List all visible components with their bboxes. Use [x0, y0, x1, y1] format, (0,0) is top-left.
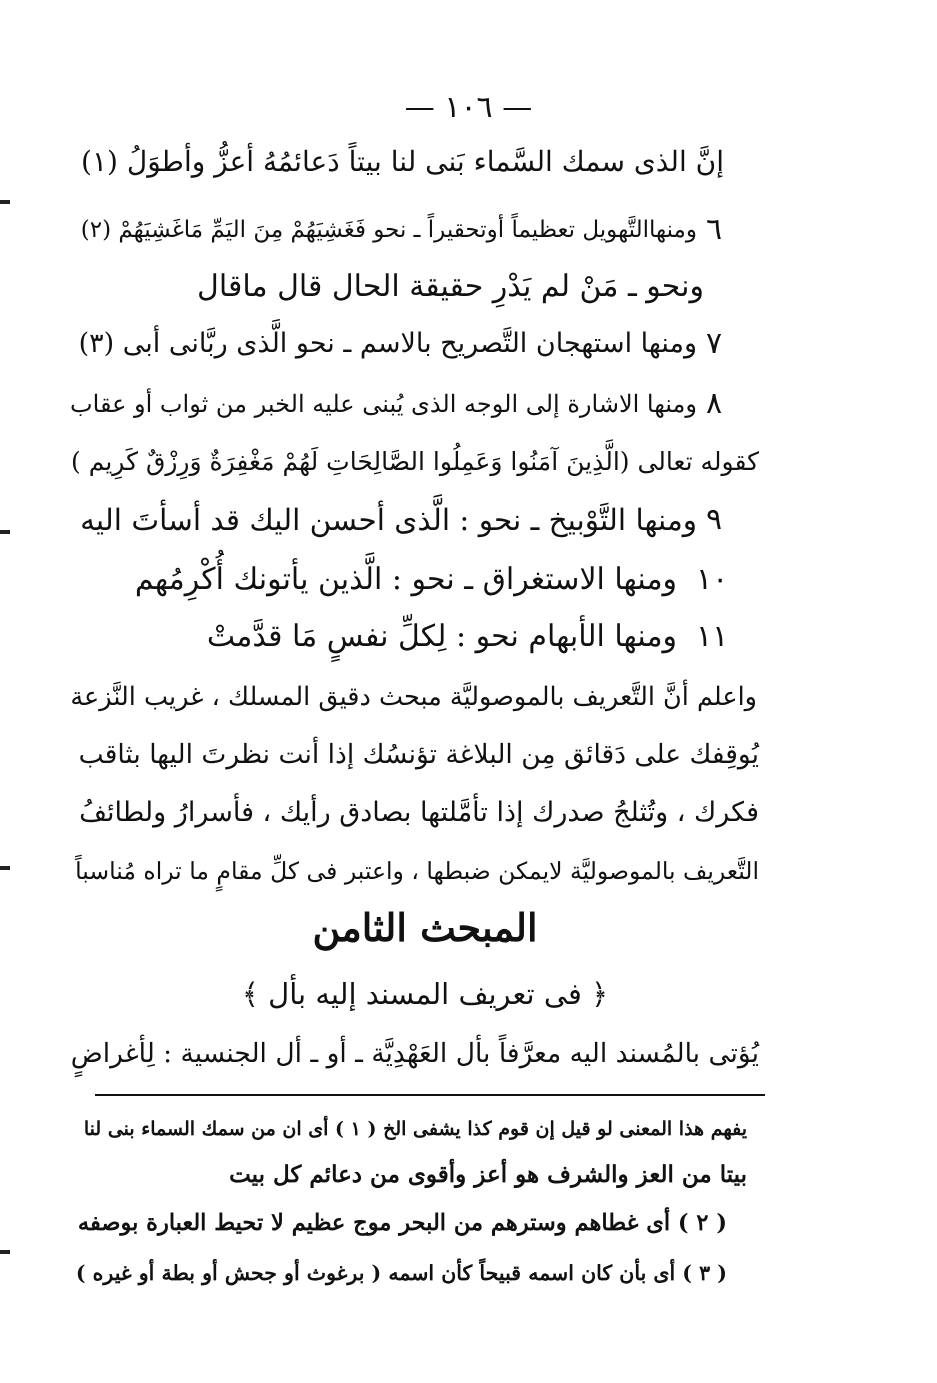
- item-number-6: ٦: [706, 212, 723, 247]
- item-number-11: ١١: [696, 619, 729, 654]
- item-8-quran-line: كقوله تعالى (الَّذِينَ آمَنُوا وَعَمِلُوا الصَّالِحَاتِ لَهُمْ مَغْفِرَةٌ وَرِزْقٌ كَرِيم ): [71, 447, 759, 476]
- footnote-divider: [95, 1094, 765, 1096]
- item-number-9: ٩: [706, 502, 723, 537]
- item-number-10: ١٠: [696, 562, 729, 597]
- paragraph-line-2: يُوقِفك على دَقائق مِن البلاغة تؤنسُك إذا أنت نظرتَ اليها بثاقب: [78, 739, 759, 770]
- footnote-line-2: بيتا من العز والشرف هو أعز وأقوى من دعائم كل بيت: [229, 1161, 747, 1188]
- section-first-line: يُؤتى بالمُسند اليه معرَّفاً بأل العَهْدِيَّة ـ أو ـ أل الجنسية : لِأغراضٍ: [70, 1038, 759, 1069]
- scan-edge-mark: [0, 200, 10, 204]
- item-7-text: ومنها استهجان التَّصريح بالاسم ـ نحو الَّذى ربَّانى أبى (٣): [78, 328, 697, 359]
- item-6-continuation: ونحو ـ مَنْ لم يَدْرِ حقيقة الحال قال ماقال: [197, 269, 704, 304]
- item-9-text: ومنها التَّوْبيخ ـ نحو : الَّذى أحسن اليك قد أسأتَ اليه: [80, 503, 697, 537]
- item-6-text: ومنهاالتَّهويل تعظيماً أوتحقيراً ـ نحو فَغَشِيَهُمْ مِنَ اليَمِّ مَاغَشِيَهُمْ (٢): [80, 217, 697, 243]
- item-10-text: ومنها الاستغراق ـ نحو : الَّذين يأتونك أُكْرِمُهم: [134, 562, 677, 597]
- item-number-8: ٨: [706, 386, 723, 421]
- poem-verse-line: إنَّ الذى سمك السَّماء بَنى لنا بيتاً دَعائمُهُ أعزُّ وأطوَلُ (١): [81, 145, 724, 178]
- scan-edge-mark: [0, 530, 10, 534]
- paragraph-line-3: فكرك ، وتُثلجُ صدرك إذا تأمَّلتها بصادق رأيك ، فأسرارُ ولطائفُ: [79, 797, 759, 828]
- paragraph-line-1: واعلم أنَّ التَّعريف بالموصوليَّة مبحث دقيق المسلك ، غريب النَّزعة: [70, 682, 757, 712]
- scan-edge-mark: [0, 1250, 10, 1254]
- scan-edge-mark: [0, 866, 10, 870]
- item-number-7: ٧: [706, 326, 723, 361]
- item-11-text: ومنها الأبهام نحو : لِكلِّ نفسٍ مَا قدَّمتْ: [206, 619, 677, 654]
- page-number: — ١٠٦ —: [404, 90, 533, 125]
- paragraph-line-4: التَّعريف بالموصوليَّة لايمكن ضبطها ، واعتبر فى كلِّ مقامٍ ما تراه مُناسباً: [75, 857, 759, 885]
- section-subheading: ﴿ فى تعريف المسند إليه بأل ﴾: [241, 977, 609, 1011]
- section-heading: المبحث الثامن: [312, 905, 538, 950]
- item-8-text: ومنها الاشارة إلى الوجه الذى يُبنى عليه الخبر من ثواب أو عقاب: [70, 390, 697, 418]
- footnote-2: ( ٢ ) أى غطاهم وسترهم من البحر موج عظيم لا تحيط العبارة بوصفه: [77, 1210, 727, 1236]
- footnote-line-1: يفهم هذا المعنى لو قيل إن قوم كذا يشفى الخ ( ١ ) أى ان من سمك السماء بنى لنا: [83, 1118, 747, 1140]
- footnote-3: ( ٣ ) أى بأن كان اسمه قبيحاً كأن اسمه ( برغوث أو جحش أو بطة أو غيره ): [75, 1261, 727, 1285]
